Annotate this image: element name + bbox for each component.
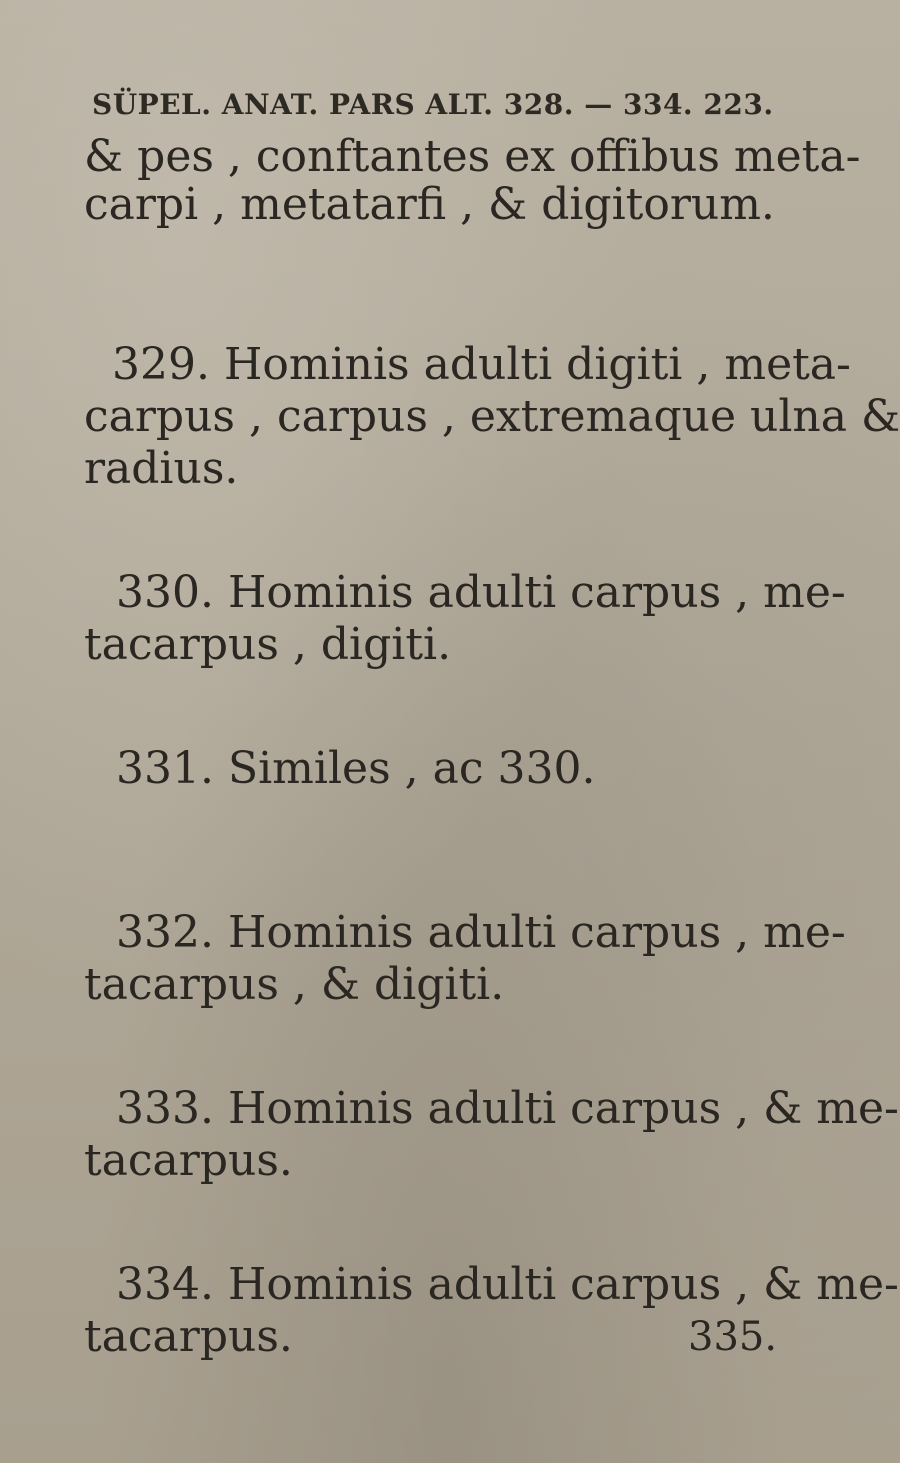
entry-334-line-1: [116, 1260, 899, 1310]
entry-329-line-1: [112, 340, 851, 390]
entry-text: Hominis adulti carpus , & me-: [227, 1083, 899, 1134]
entry-333-line-2: tacarpus.: [84, 1135, 293, 1186]
entry-text: Similes , ac 330.: [227, 743, 596, 794]
entry-number: 332.: [116, 907, 214, 958]
entry-text: Hominis adulti carpus , & me-: [227, 1259, 899, 1310]
entry-331-line-1: [116, 744, 595, 794]
entry-text: Hominis adulti digiti , meta-: [223, 339, 851, 390]
entry-330-line-2: tacarpus , digiti.: [84, 619, 452, 670]
continuation-line-2: carpi , metatarfi , & digitorum.: [84, 179, 775, 230]
entry-text: Hominis adulti carpus , me-: [227, 567, 846, 618]
entry-329-line-3: radius.: [84, 443, 239, 494]
entry-number: 331.: [116, 743, 214, 794]
entry-number: 334.: [116, 1259, 214, 1310]
entry-329-line-2: carpus , carpus , extremaque ulna &: [84, 391, 900, 442]
entry-332-line-2: tacarpus , & digiti.: [84, 959, 505, 1010]
catchword: 335.: [688, 1314, 778, 1360]
entry-333-line-1: [116, 1084, 899, 1134]
entry-number: 330.: [116, 567, 214, 618]
entry-334-line-2: tacarpus.: [84, 1311, 293, 1362]
continuation-line-1: & pes , conftantes ex offibus meta-: [84, 131, 861, 182]
entry-number: 333.: [116, 1083, 214, 1134]
entry-number: 329.: [112, 339, 210, 390]
running-header: SÜPEL. ANAT. PARS ALT. 328. — 334. 223.: [92, 88, 774, 121]
entry-332-line-1: [116, 908, 846, 958]
entry-330-line-1: [116, 568, 846, 618]
entry-text: Hominis adulti carpus , me-: [227, 907, 846, 958]
